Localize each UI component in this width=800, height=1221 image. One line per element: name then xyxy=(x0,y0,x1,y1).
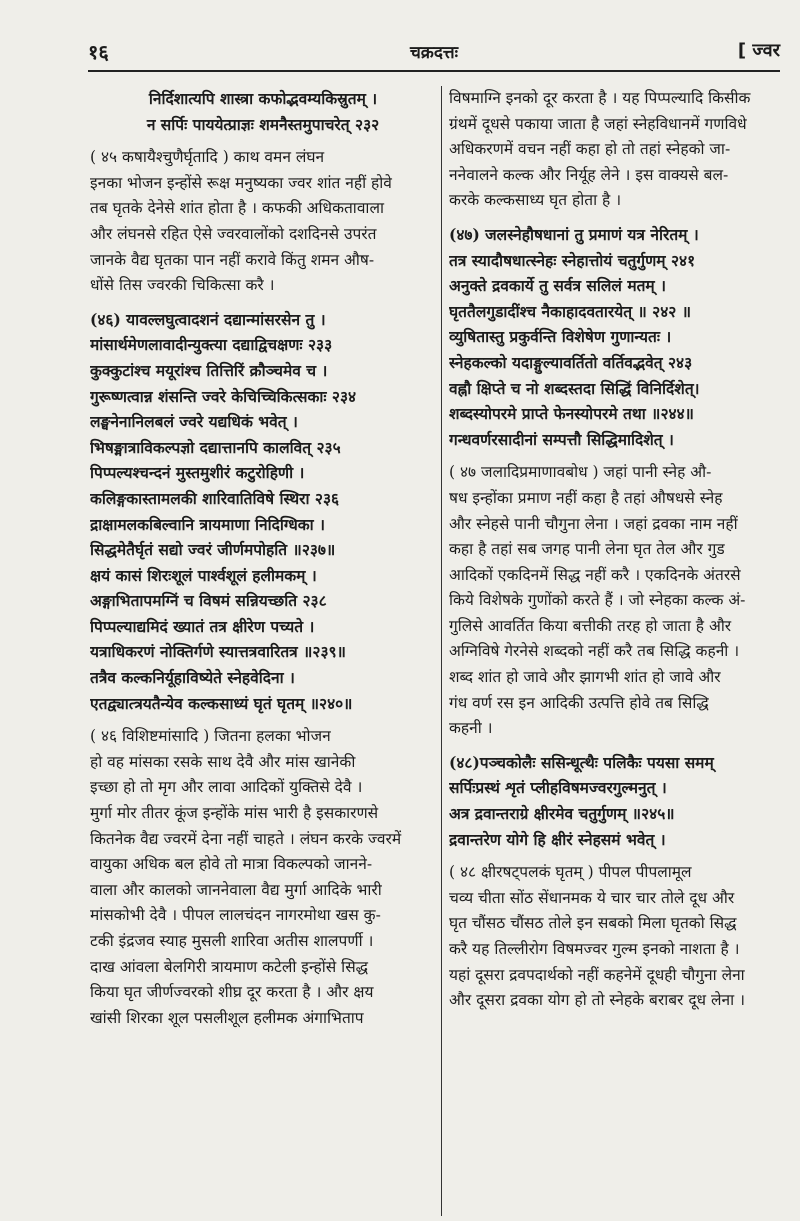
verse-line: कलिङ्गकास्तामलकी शारिवातिविषे स्थिरा २३६ xyxy=(90,488,340,508)
verse-line: भिषङ्मात्राविकल्पज्ञो दद्यात्तानपि कालवित् २३५ xyxy=(90,437,341,457)
commentary-line: दाख आंवला बेलगिरी त्रायमाण कटेली इन्होंसे सिद्ध xyxy=(90,957,369,976)
page-header xyxy=(88,38,780,72)
commentary-line: करै यह तिल्लीरोग विषमज्वर गुल्म इनको नाशता है । xyxy=(449,940,740,958)
commentary-line: ( ४८ क्षीरषट्पलकं घृतम् ) पीपल पीपलामूल xyxy=(449,863,692,882)
commentary-line: तब घृतके देनेसे शांत होता है । कफकी अधिकतावाला xyxy=(90,199,384,218)
verse-line: तत्र स्यादौषधात्स्नेहः स्नेहात्तोयं चतुर्गुणम् २४१ xyxy=(449,250,696,270)
commentary-line: ( ४५ कषायैश्चुणैर्घृतादि ) काथ वमन लंघन xyxy=(90,148,325,167)
paragraph-gap xyxy=(90,299,436,307)
verse-line: अत्र द्रवान्तराग्रे क्षीरमेव चतुर्गुणम् ॥२४५॥ xyxy=(449,804,675,824)
verse-line: स्नेहकल्को यदाङ्गुल्यावर्तितो वर्तिवद्भवेत् २४३ xyxy=(449,352,693,372)
paragraph-gap xyxy=(90,716,436,724)
verse-line: द्राक्षामलकबिल्वानि त्रायमाणा निदिग्धिका । xyxy=(90,514,325,534)
commentary-line: ( ४६ विशिष्टमांसादि ) जितना हलका भोजन xyxy=(90,727,331,746)
commentary-line: वाला और कालको जाननेवाला वैद्य मुर्गा आदिके भारी xyxy=(90,880,382,899)
commentary-line: इनका भोजन इन्होंसे रूक्ष मनुष्यका ज्वर शांत नहीं होवे xyxy=(90,173,392,192)
verse-line: लङ्घनेनानिलबलं ज्वरे यद्यधिकं भवेत् । xyxy=(90,412,298,432)
commentary-line: खांसी शिरका शूल पसलीशूल हलीमक अंगाभिताप xyxy=(90,1008,364,1027)
commentary-line: ग्रंथमें दूधसे पकाया जाता है जहां स्नेहविधानमें गणविधे xyxy=(449,114,747,133)
commentary-line: धोंसे तिस ज्वरकी चिकित्सा करै । xyxy=(90,276,275,295)
verse-line: व्युषितास्तु प्रकुर्वन्ति विशेषेण गुणान्यतः । xyxy=(449,327,672,347)
commentary-line: अग्निविषे गेरनेसे शब्दको नहीं करै तब सिद्धि कहनी । xyxy=(449,642,740,661)
header-rule xyxy=(88,70,780,72)
paragraph-gap xyxy=(449,742,795,750)
right-column xyxy=(449,86,795,1206)
verse-line: अनुक्ते द्रवकार्ये तु सर्वत्र सलिलं मतम् । xyxy=(449,276,666,296)
left-column xyxy=(90,86,436,1206)
commentary-line: मांसकोभी देवै । पीपल लालचंदन नागरमोथा खस कु- xyxy=(90,906,381,925)
commentary-line: जानके वैद्य घृतका पान नहीं करावे किंतु शमन औष- xyxy=(90,250,375,269)
verse-line: वह्नौ क्षिप्ते च नो शब्दस्तदा सिद्धिं विनिर्दिशेत्। xyxy=(449,378,700,398)
verse-line: न सर्पिः पाययेत्प्राज्ञः शमनैस्तमुपाचरेत् २३२ xyxy=(146,114,380,134)
commentary-line: विषमाग्नि इनको दूर करता है । यह पिप्पल्यादि किसीक xyxy=(449,89,751,107)
commentary-line: चव्य चीता सोंठ सेंधानमक ये चार चार तोले दूध और xyxy=(449,888,735,907)
running-title: चक्रदत्तः xyxy=(409,43,459,63)
verse-line: क्षयं कासं शिरःशूलं पार्श्वशूलं हलीमकम् । xyxy=(90,565,317,585)
commentary-line: कहा है तहां सब जगह पानी लेना घृत तेल और गुड xyxy=(449,540,725,559)
verse-line: (४७) जलस्नेहौषधानां तु प्रमाणं यत्र नेरितम् । xyxy=(449,224,699,244)
verse-line: द्रवान्तरेण योगे हि क्षीरं स्नेहसमं भवेत् । xyxy=(449,829,666,849)
commentary-line: अधिकरणमें वचन नहीं कहा हो तो तहां स्नेहको जा- xyxy=(449,140,731,159)
commentary-line: हो वह मांसका रसके साथ देवै और मांस खानेकी xyxy=(90,752,356,771)
commentary-line: आदिकों एकदिनमें सिद्ध नहीं करै । एकदिनके अंतरसे xyxy=(449,565,741,584)
verse-line: (४८)पञ्चकोलैः ससिन्धूत्थैः पलिकैः पयसा समम् xyxy=(449,752,714,772)
commentary-line: इच्छा हो तो मृग और लावा आदिकों युक्तिसे देवै । xyxy=(90,778,363,797)
column-divider xyxy=(441,86,442,1216)
verse-line: एतद्व्यात्त्रयतैन्येव कल्कसाध्यं घृतं घृतम् ॥२४०॥ xyxy=(90,693,353,713)
paragraph-gap xyxy=(449,852,795,860)
paragraph-gap xyxy=(449,214,795,222)
commentary-line: षध इन्होंका प्रमाण नहीं कहा है तहां औषधसे स्नेह xyxy=(449,488,723,507)
commentary-line: यहां दूसरा द्रवपदार्थको नहीं कहनेमें दूधही चौगुना लेना xyxy=(449,965,745,984)
commentary-line: और स्नेहसे पानी चौगुना लेना । जहां द्रवका नाम नहीं xyxy=(449,514,738,533)
verse-line: (४६) यावल्लघुत्वादशनं दद्यान्मांसरसेन तु । xyxy=(90,309,326,329)
page-number: १६ xyxy=(88,40,109,64)
verse-line: सिद्धमेतैर्घृतं सद्यो ज्वरं जीर्णमपोहति ॥२३७॥ xyxy=(90,540,336,560)
verse-line: कुक्कुटांश्च मयूरांश्च तित्तिरिं क्रौञ्चमेव च । xyxy=(90,360,328,380)
commentary-line: टकी इंद्रजव स्याह मुसली शारिवा अतीस शालपर्णी । xyxy=(90,932,374,950)
verse-line: घृततैलगुडादींश्च नैकाहादवतारयेत् ॥ २४२ ॥ xyxy=(449,301,692,321)
section-mark: [ ज्वर xyxy=(737,40,780,61)
verse-line: सर्पिःप्रस्थं शृतं प्लीहविषमज्वरगुल्मनुत् । xyxy=(449,778,667,798)
paragraph-gap xyxy=(90,137,436,145)
verse-line: निर्दिशात्यपि शास्त्रा कफोद्भवम्यकिस्रुतम् । xyxy=(148,89,378,108)
paragraph-gap xyxy=(449,452,795,460)
verse-line: पिप्पल्यश्चन्दनं मुस्तमुशीरं कटुरोहिणी । xyxy=(90,463,305,483)
verse-line: पिप्पल्याद्यमिदं ख्यातं तत्र क्षीरेण पच्यते । xyxy=(90,616,315,636)
commentary-line: और दूसरा द्रवका योग हो तो स्नेहके बराबर दूध लेना । xyxy=(449,991,745,1010)
commentary-line: कहनी । xyxy=(449,719,493,738)
commentary-line: मुर्गा मोर तीतर कूंज इन्होंके मांस भारी है इसकारणसे xyxy=(90,804,379,823)
commentary-line: गुलिसे आवर्तित किया बत्तीकी तरह हो जाता है और xyxy=(449,616,732,635)
verse-line: शब्दस्योपरमे प्राप्ते फेनस्योपरमे तथा ॥२४४॥ xyxy=(449,404,694,424)
commentary-line: घृत चौंसठ चौंसठ तोले इन सबको मिला घृतको सिद्ध xyxy=(449,914,737,933)
commentary-line: किया घृत जीर्णज्वरको शीघ्र दूर करता है । और क्षय xyxy=(90,983,374,1002)
verse-line: मांसार्थमेणलावादीन्युक्त्या दद्याद्विचक्षणः २३३ xyxy=(90,335,333,355)
commentary-line: कितनेक वैद्य ज्वरमें देना नहीं चाहते । लंघन करके ज्वरमें xyxy=(90,829,402,848)
commentary-line: ( ४७ जलादिप्रमाणावबोध ) जहां पानी स्नेह औ- xyxy=(449,463,712,482)
verse-line: गुरूष्णत्वान्न शंसन्ति ज्वरे केचिच्चिकित्सकाः २३४ xyxy=(90,386,357,406)
commentary-line: शब्द शांत हो जावे और झागभी शांत हो जावे और xyxy=(449,668,721,687)
verse-line: गन्धवर्णरसादीनां सम्पत्तौ सिद्धिमादिशेत् । xyxy=(449,429,674,449)
commentary-line: और लंघनसे रहित ऐसे ज्वरवालोंको दशदिनसे उपरंत xyxy=(90,224,377,243)
commentary-line: करके कल्कसाध्य घृत होता है । xyxy=(449,191,622,210)
verse-line: यत्राधिकरणं नोक्तिर्गणे स्यात्तत्रवारितत्र ॥२३९॥ xyxy=(90,642,346,662)
commentary-line: ननेवालने कल्क और निर्यूह लेने । इस वाक्यसे बल- xyxy=(449,165,729,184)
commentary-line: किये विशेषके गुणोंको करते हैं । जो स्नेहका कल्क अं- xyxy=(449,591,746,610)
commentary-line: वायुका अधिक बल होवे तो मात्रा विकल्पको जानने- xyxy=(90,855,373,874)
verse-line: तत्रैव कल्कनिर्यूहाविष्येते स्नेहवेदिना । xyxy=(90,668,295,688)
commentary-line: गंध वर्ण रस इन आदिकी उत्पत्ति होवे तब सिद्धि xyxy=(449,693,709,712)
verse-line: अङ्गाभितापमग्निं च विषमं सन्नियच्छति २३८ xyxy=(90,591,327,611)
